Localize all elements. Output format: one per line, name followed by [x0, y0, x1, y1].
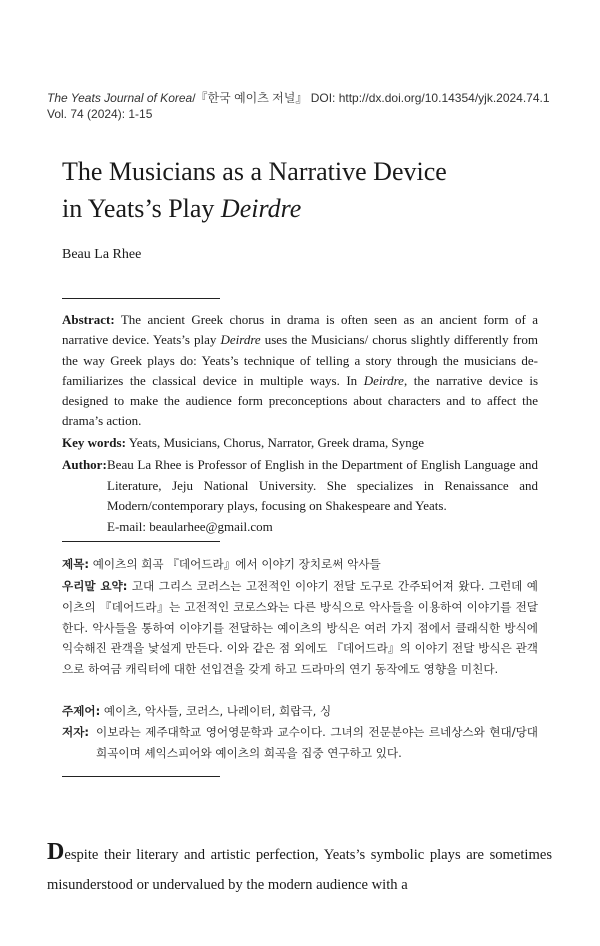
- divider-middle: [62, 541, 220, 542]
- korean-keywords-label: 주제어:: [62, 704, 101, 718]
- body-text: espite their literary and artistic perfection, Yeats’s symbolic plays are sometimes misunderstood or undervalued by the modern audience with a: [47, 847, 552, 893]
- doi-link[interactable]: DOI: http://dx.doi.org/10.14354/yjk.2024.74.1: [307, 91, 550, 105]
- korean-summary: [62, 576, 538, 680]
- body-paragraph: [47, 840, 552, 900]
- article-title: [62, 153, 542, 227]
- journal-name: The Yeats Journal of Korea: [47, 91, 193, 105]
- journal-korean-name: /『한국 예이츠 저널』: [192, 91, 308, 105]
- korean-title: [62, 554, 538, 575]
- korean-keywords: [62, 701, 538, 722]
- volume-info: Vol. 74 (2024): 1-15: [47, 107, 153, 121]
- title-line-1: The Musicians as a Narrative Device: [62, 157, 447, 186]
- drop-cap: D: [47, 839, 65, 865]
- divider-bottom: [62, 776, 220, 777]
- korean-summary-text: 고대 그리스 코러스는 고전적인 이야기 전달 도구로 간주되어져 왔다. 그런데 예이츠의 『데어드라』는 고전적인 코로스와는 다른 방식으로 악사들을 이용하여 이야기를 전달한다. 악사들을 통하여 이야기를 전달하는 예이츠의 방식은 여러 가지 점에서 클래식한 방식에 익숙해진 관객을 낯설게 만든다. 이와 같은 점 외에도 『데어드라』의 이야기 전달 방식은 관객으로 하여금 캐릭터에 대한 선입견을 갖게 하고 드라마의 연기 동작에도 영향을 미친다.: [62, 579, 538, 677]
- abstract-text-3: , the narrative device is designed to make the audience form preconceptions about characters and to affect the drama’s action.: [62, 372, 538, 429]
- title-italic-play: Deirdre: [220, 194, 302, 223]
- keywords-label: Key words:: [62, 435, 126, 450]
- keywords: [62, 433, 538, 453]
- abstract: [62, 310, 538, 432]
- korean-author: [62, 722, 538, 764]
- divider-top: [62, 298, 220, 299]
- korean-author-text: 이보라는 제주대학교 영어영문학과 교수이다. 그녀의 전문분야는 르네상스와 현대/당대 희곡이며 셰익스피어와 예이츠의 희곡을 집중 연구하고 있다.: [96, 725, 538, 760]
- journal-header: [47, 90, 567, 122]
- author-info-label: Author:: [62, 457, 107, 472]
- citation-line: [47, 90, 567, 106]
- keywords-text: Yeats, Musicians, Chorus, Narrator, Greek drama, Synge: [125, 435, 424, 450]
- author-email[interactable]: E-mail: beaularhee@gmail.com: [107, 518, 273, 534]
- abstract-italic-1: Deirdre: [220, 332, 261, 348]
- title-line-2: [62, 190, 542, 227]
- abstract-label: Abstract:: [62, 312, 115, 327]
- abstract-text-1: The ancient Greek chorus in drama is often seen as an ancient form of a narrative device. Yeats’s play: [62, 312, 538, 348]
- author-info-text: Beau La Rhee is Professor of English in the Department of English Language and Literature, Jeju National University. She specializes in Renaissance and Modern/contemporary plays, focusing on Shakespeare and Yeats.: [107, 457, 538, 513]
- korean-summary-label: 우리말 요약:: [62, 579, 128, 593]
- korean-author-label: 저자:: [62, 725, 90, 739]
- author-name: Beau La Rhee: [62, 247, 142, 262]
- abstract-italic-2: Deirdre: [363, 372, 404, 388]
- korean-title-text: 예이츠의 희곡 『데어드라』에서 이야기 장치로써 악사들: [89, 557, 381, 571]
- abstract-text-2: uses the Musicians/ chorus slightly differently from the way Greek plays do: Yeats’s technique of telling a story through the musicians de-familiarizes the classical device in multiple ways. In: [62, 332, 539, 388]
- korean-keywords-text: 예이츠, 악사들, 코러스, 나레이터, 희랍극, 싱: [100, 704, 332, 718]
- korean-title-label: 제목:: [62, 557, 90, 571]
- author-info: [62, 455, 538, 537]
- title-line-2-text: in Yeats’s Play: [62, 194, 221, 223]
